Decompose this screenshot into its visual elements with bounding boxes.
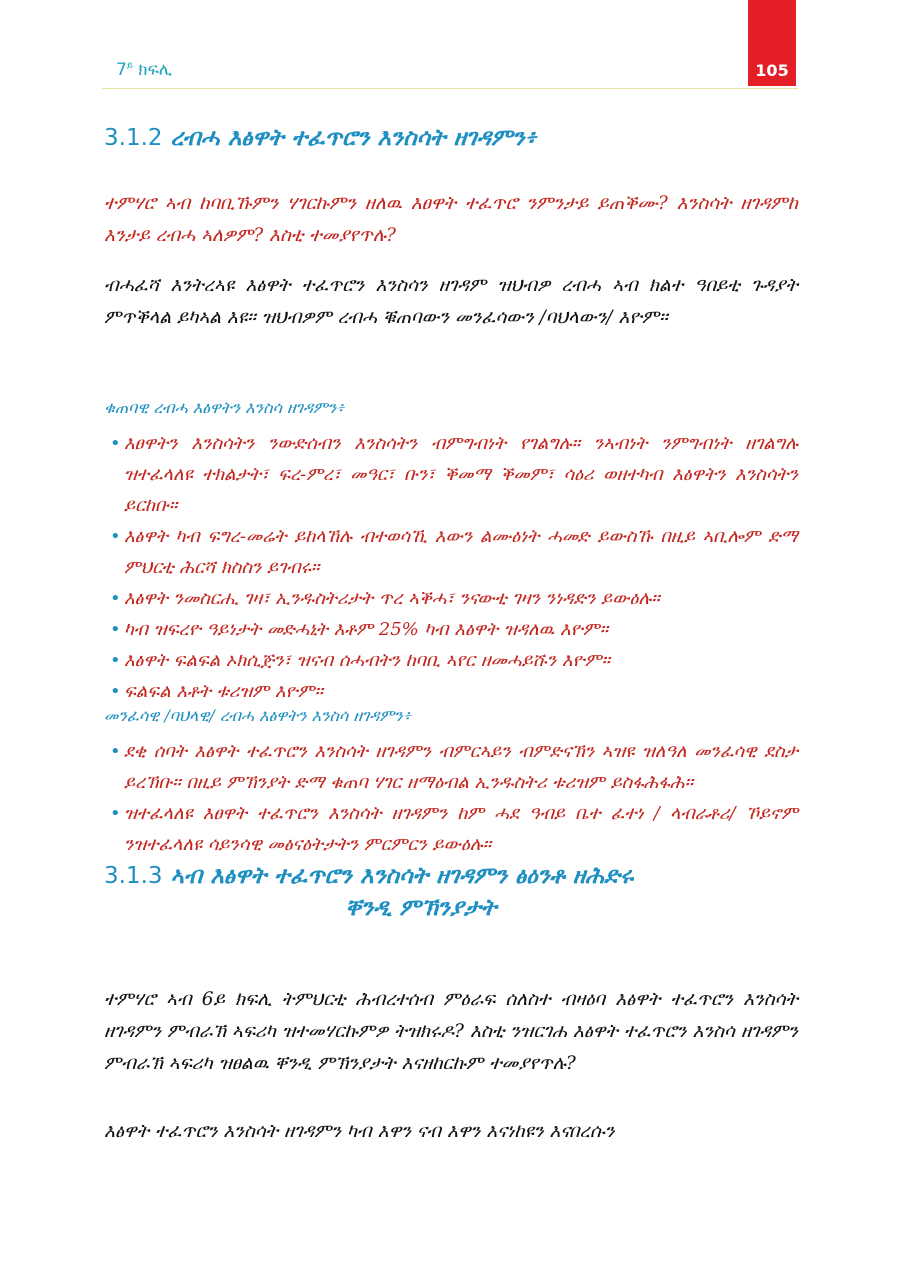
bullet-icon: • — [110, 741, 121, 762]
list-item: • ፍልፍል እቶት ቱሪዝም እዮም፡፡ — [104, 676, 798, 707]
bullet-icon: • — [110, 526, 121, 547]
bullet-icon: • — [110, 681, 121, 702]
section-3-1-3-paragraph-continued: እፅዋት ተፈጥሮን እንስሳት ዘገዳምን ካብ እዋን ናብ እዋን እናነከዩን እናበረሱን — [104, 1121, 615, 1142]
list-item: • ካብ ዝፍረዮ ዓይነታት መድሓኒት እቶም 25% ካብ እፅዋት ዝዳለዉ እዮም፡፡ — [104, 614, 798, 645]
header-rule — [102, 88, 798, 89]
bullet-icon: • — [110, 650, 121, 671]
section-number: 3.1.3 — [104, 863, 163, 889]
spiritual-benefits-heading: መንፈሳዊ /ባህላዊ/ ረብሓ እፅዋትን እንስሳ ዘገዳምን፥ — [104, 706, 412, 725]
economic-benefits-heading: ቁጠባዊ ረብሓ እፅዋትን እንስሳ ዘገዳምን፥ — [104, 398, 345, 417]
section-3-1-3-paragraph: ተምሃሮ ኣብ 6ይ ክፍሊ ትምህርቲ ሕብረተሰብ ምዕራፍ ሰለስተ ብዛዕባ እፅዋት ተፈጥሮን እንስሳት ዘገዳምን ምብራኽ ኣፍሪካ ዝተመሃርኩምዎ ትዝክሩዶ? እስቲ ንዝርገሐ እፅዋት ተፈጥሮን እንስሳ ዘገዳምን ምብራኽ ኣፍሪካ ዝፀልዉ ቐንዲ ምኽንያታት እናዘከርኩም ተመያየጥሉ? — [104, 989, 798, 1074]
discussion-question: ተምሃሮ ኣብ ከባቢኹምን ሃገርኩምን ዘለዉ እፀዋት ተፈጥሮ ንምንታይ ይጠቕሙ? እንስሳት ዘገዳምከ እንታይ ረብሓ ኣለዎም? እስቲ ተመያየጥሉ? — [104, 193, 798, 246]
grade-suffix: ይ — [126, 60, 133, 72]
section-title-line2: ቐንዲ ምኽንያታት — [345, 894, 497, 921]
list-item: • እፅዋት ንመስርሒ ገዛ፣ ኢንዱስትሪታት ጥረ ኣቕሓ፣ ንናውቲ ገዛን ንነዳድን ይውዕሉ፡፡ — [104, 583, 798, 614]
list-item: • እፀዋትን እንስሳትን ንውድሰብን እንስሳትን ብምግብነት የገልግሉ፡፡ ንኣብነት ንምግብነት ዘገልግሉ ዝተፈላለዩ ተክልታት፣ ፍረ-ምረ፣ መዓር፣ ቡን፣ ቕመማ ቕመም፣ ሳዕሪ ወዘተካብ እፅዋትን እንስሳትን ይርከቡ። — [104, 428, 798, 521]
economic-benefits-list — [104, 428, 798, 707]
bullet-icon: • — [110, 803, 121, 824]
section-heading-3-1-3 — [104, 860, 798, 924]
list-item: • ደቂ ሰባት እፅዋት ተፈጥሮን እንስሳት ዘገዳምን ብምርኣይን ብምድናኽን ኣዝዩ ዝለዓለ መንፈሳዊ ደስታ ይረኽቡ፡፡ በዚይ ምኽንያት ድማ ቁጠባ ሃገር ዘማዕብል ኢንዱስትሪ ቱሪዝም ይስፋሕፋሕ፡፡ — [104, 736, 798, 798]
section-heading-3-1-2 — [104, 124, 798, 151]
grade-label — [116, 60, 172, 80]
grade-word: ክፍሊ — [138, 60, 172, 80]
section-number: 3.1.2 — [104, 125, 163, 151]
bullet-icon: • — [110, 433, 121, 454]
intro-paragraph: ብሓፈሻ እንትረኣዩ እፅዋት ተፈጥሮን እንስሳን ዘገዳም ዝህብዎ ረብሓ ኣብ ክልተ ዓበይቲ ጉዳያት ምጥቕላል ይካኣል እዩ፡፡ ዝህብዎም ረብሓ ቑጠባውን መንፈሳውን /ባህላውን/ እዮም፡፡ — [104, 275, 798, 328]
bullet-icon: • — [110, 619, 121, 640]
spiritual-benefits-list — [104, 736, 798, 860]
section-title: ረብሓ እፅዋት ተፈጥሮን እንስሳት ዘገዳምን፥ — [170, 124, 537, 151]
list-item: • እፅዋት ፍልፍል ኦክሲጅን፣ ዝናብ ሰሓብትን ከባቢ ኣየር ዘመሓይሹን እዮም፡፡ — [104, 645, 798, 676]
list-item: • ዝተፈላለዩ እፀዋት ተፈጥሮን እንስሳት ዘገዳምን ከም ሓደ ዓብይ ቤተ ፈተነ / ላብራቶሪ/ ኾይኖም ንዝተፈላለዩ ሳይንሳዊ መፅናዕትታትን ምርምርን ይውዕሉ፡፡ — [104, 798, 798, 860]
page-number: 105 — [748, 0, 796, 86]
section-title-line1: ኣብ እፅዋት ተፈጥሮን እንስሳት ዘገዳምን ፅዕንቶ ዘሕድሩ — [170, 862, 634, 889]
list-item: • እፅዋት ካብ ፍግረ-መሬት ይከላኸሉ ብተወሳኺ እውን ልሙዕነት ሓመድ ይውስኹ በዚይ ኣቢሎም ድማ ምህርቲ ሕርሻ ክስስን ይገብሩ፡፡ — [104, 521, 798, 583]
bullet-icon: • — [110, 588, 121, 609]
grade-number: 7 — [116, 60, 127, 80]
